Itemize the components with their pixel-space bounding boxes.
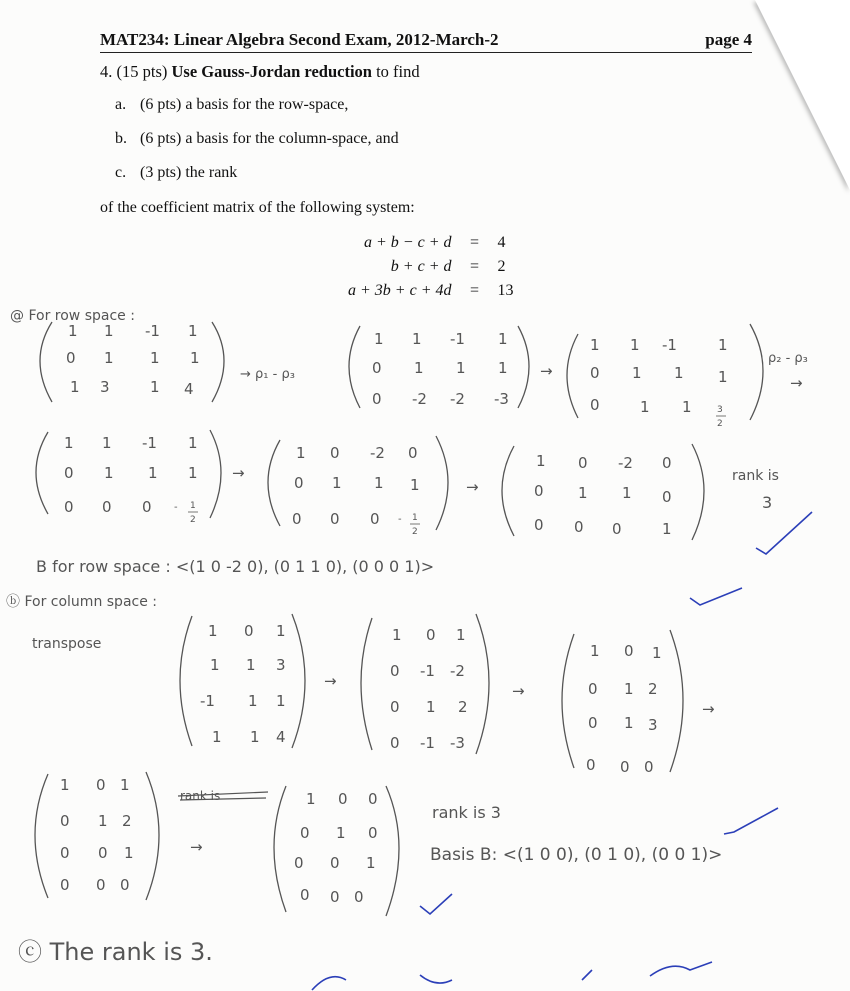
svg-text:1: 1 [248,692,258,710]
problem-statement: 4. (15 pts) Use Gauss-Jordan reduction to find [100,62,420,81]
svg-text:→: → [790,374,803,392]
svg-text:1: 1 [630,336,640,354]
part-b-heading: ⓑ For column space : [6,594,157,610]
svg-text:-2: -2 [618,454,633,472]
svg-text:1: 1 [718,336,728,354]
svg-text:1: 1 [412,513,418,523]
svg-text:0: 0 [330,444,340,462]
svg-text:1: 1 [332,474,342,492]
svg-text:1: 1 [190,501,196,511]
svg-text:3: 3 [717,405,723,415]
svg-text:1: 1 [246,656,256,674]
part-c: c. (3 pts) the rank [115,164,238,181]
svg-text:1: 1 [188,322,198,340]
svg-text:rank is 3: rank is 3 [432,803,501,822]
svg-text:1: 1 [632,364,642,382]
svg-text:0: 0 [644,758,654,776]
svg-text:0: 0 [300,824,310,842]
svg-text:1: 1 [622,484,632,502]
svg-text:0: 0 [612,520,622,538]
svg-text:1: 1 [104,322,114,340]
svg-text:-: - [398,514,402,525]
svg-text:1: 1 [366,854,376,872]
svg-text:1: 1 [536,452,546,470]
svg-text:0: 0 [578,454,588,472]
svg-text:0: 0 [534,516,544,534]
svg-text:1: 1 [208,622,218,640]
svg-text:-1: -1 [662,336,677,354]
svg-text:2: 2 [458,698,468,716]
svg-text:→: → [512,682,525,700]
svg-text:1: 1 [652,644,662,662]
svg-text:0: 0 [120,876,130,894]
svg-text:→: → [232,464,245,482]
svg-text:0: 0 [368,824,378,842]
svg-text:rank is: rank is [180,789,221,803]
svg-text:1: 1 [188,464,198,482]
svg-text:0: 0 [98,844,108,862]
svg-text:1: 1 [98,812,108,830]
svg-text:0: 0 [368,790,378,808]
svg-text:0: 0 [330,854,340,872]
column-space-basis: Basis B: <(1 0 0), (0 1 0), (0 0 1)> [430,845,723,865]
row-space-basis: B for row space : <(1 0 -2 0), (0 1 1 0), (0 0 0 1)> [36,557,435,576]
svg-text:1: 1 [674,364,684,382]
equation-row: a + b − c + d = 4 [364,234,506,251]
svg-text:0: 0 [294,474,304,492]
svg-text:1: 1 [212,728,222,746]
svg-text:0: 0 [66,349,76,367]
svg-text:1: 1 [682,398,692,416]
svg-text:0: 0 [244,622,254,640]
svg-text:→: → [702,700,715,718]
svg-text:1: 1 [210,656,220,674]
svg-text:1: 1 [150,349,160,367]
svg-text:1: 1 [498,330,508,348]
svg-text:0: 0 [390,734,400,752]
svg-text:1: 1 [104,464,114,482]
svg-text:1: 1 [410,476,420,494]
svg-text:0: 0 [586,756,596,774]
svg-text:2: 2 [122,812,132,830]
svg-text:0: 0 [662,454,672,472]
svg-text:0: 0 [330,510,340,528]
svg-text:0: 0 [590,396,600,414]
svg-text:0: 0 [96,876,106,894]
svg-text:→: → [466,478,479,496]
svg-text:0: 0 [330,888,340,906]
svg-text:1: 1 [276,692,286,710]
svg-text:1: 1 [374,474,384,492]
part-c-answer: ⓒ The rank is 3. [18,938,213,966]
svg-text:1: 1 [190,349,200,367]
svg-text:1: 1 [188,434,198,452]
svg-text:0: 0 [426,626,436,644]
svg-text:→: → [540,362,553,380]
svg-text:1: 1 [102,434,112,452]
svg-text:-1: -1 [200,692,215,710]
svg-text:0: 0 [354,888,364,906]
svg-text:4: 4 [276,728,286,746]
svg-text:0: 0 [102,498,112,516]
svg-text:rank is: rank is [732,468,779,484]
svg-text:2: 2 [190,515,196,525]
svg-text:1: 1 [70,378,80,396]
svg-text:-2: -2 [450,390,465,408]
part-a-heading: @ For row space : [10,308,135,324]
check-mark-icon [724,808,778,834]
svg-text:0: 0 [300,886,310,904]
svg-text:1: 1 [250,728,260,746]
svg-text:0: 0 [372,359,382,377]
svg-text:3: 3 [276,656,286,674]
svg-text:0: 0 [338,790,348,808]
equation-row: a + 3b + c + 4d = 13 [348,282,514,299]
svg-text:-1: -1 [450,330,465,348]
svg-text:1: 1 [590,336,600,354]
svg-text:0: 0 [588,714,598,732]
svg-text:1: 1 [624,680,634,698]
svg-text:0: 0 [64,464,74,482]
svg-text:-: - [174,502,178,513]
svg-text:1: 1 [640,398,650,416]
svg-text:1: 1 [60,776,70,794]
lead-text: of the coefficient matrix of the following system: [100,199,415,216]
svg-text:1: 1 [412,330,422,348]
svg-text:0: 0 [588,680,598,698]
svg-text:transpose: transpose [32,636,102,652]
svg-text:1: 1 [590,642,600,660]
svg-text:1: 1 [306,790,316,808]
svg-text:1: 1 [624,714,634,732]
svg-text:1: 1 [456,359,466,377]
svg-text:-2: -2 [450,662,465,680]
svg-text:1: 1 [718,368,728,386]
svg-text:1: 1 [392,626,402,644]
svg-text:1: 1 [150,378,160,396]
svg-text:1: 1 [374,330,384,348]
exam-title: MAT234: Linear Algebra Second Exam, 2012-March-2 [100,30,499,49]
svg-text:1: 1 [124,844,134,862]
svg-text:2: 2 [648,680,658,698]
svg-text:0: 0 [142,498,152,516]
svg-text:1: 1 [578,484,588,502]
part-a: a. (6 pts) a basis for the row-space, [115,96,349,113]
svg-text:1: 1 [426,698,436,716]
svg-text:-3: -3 [450,734,465,752]
svg-text:1: 1 [296,444,306,462]
check-mark-icon [756,512,812,554]
svg-text:0: 0 [60,844,70,862]
svg-text:1: 1 [498,359,508,377]
svg-text:-3: -3 [494,390,509,408]
svg-text:0: 0 [372,390,382,408]
svg-text:0: 0 [574,518,584,536]
svg-text:1: 1 [104,349,114,367]
svg-text:0: 0 [534,482,544,500]
svg-text:-1: -1 [142,434,157,452]
svg-text:-1: -1 [420,662,435,680]
svg-text:2: 2 [412,527,418,537]
svg-text:0: 0 [662,488,672,506]
svg-text:1: 1 [68,322,78,340]
svg-text:0: 0 [60,812,70,830]
svg-text:1: 1 [414,359,424,377]
svg-text:0: 0 [294,854,304,872]
svg-text:0: 0 [96,776,106,794]
svg-text:0: 0 [390,698,400,716]
svg-text:-2: -2 [370,444,385,462]
svg-text:0: 0 [292,510,302,528]
svg-text:2: 2 [717,419,723,429]
svg-text:1: 1 [148,464,158,482]
svg-text:1: 1 [662,520,672,538]
svg-text:0: 0 [64,498,74,516]
svg-text:0: 0 [590,364,600,382]
svg-text:-2: -2 [412,390,427,408]
svg-text:1: 1 [456,626,466,644]
svg-text:0: 0 [620,758,630,776]
equation-row: b + c + d = 2 [390,258,506,275]
svg-text:0: 0 [370,510,380,528]
svg-text:1: 1 [276,622,286,640]
svg-text:0: 0 [624,642,634,660]
svg-text:0: 0 [390,662,400,680]
svg-text:-1: -1 [145,322,160,340]
pen-scribble [312,962,712,990]
part-b: b. (6 pts) a basis for the column-space, and [115,130,399,147]
svg-text:-1: -1 [420,734,435,752]
svg-text:3: 3 [648,716,658,734]
page-number: page 4 [705,30,752,49]
svg-text:→ ρ₁ - ρ₃: → ρ₁ - ρ₃ [240,367,295,382]
svg-text:1: 1 [120,776,130,794]
svg-text:1: 1 [336,824,346,842]
svg-text:1: 1 [64,434,74,452]
svg-text:0: 0 [60,876,70,894]
svg-text:3: 3 [100,378,110,396]
svg-text:4: 4 [184,380,194,398]
svg-text:→: → [324,672,337,690]
svg-text:→: → [190,838,203,856]
check-mark-icon [690,588,742,605]
check-mark-icon [420,894,452,914]
svg-text:ρ₂ - ρ₃: ρ₂ - ρ₃ [768,351,808,366]
svg-text:0: 0 [408,444,418,462]
svg-text:3: 3 [762,493,773,512]
